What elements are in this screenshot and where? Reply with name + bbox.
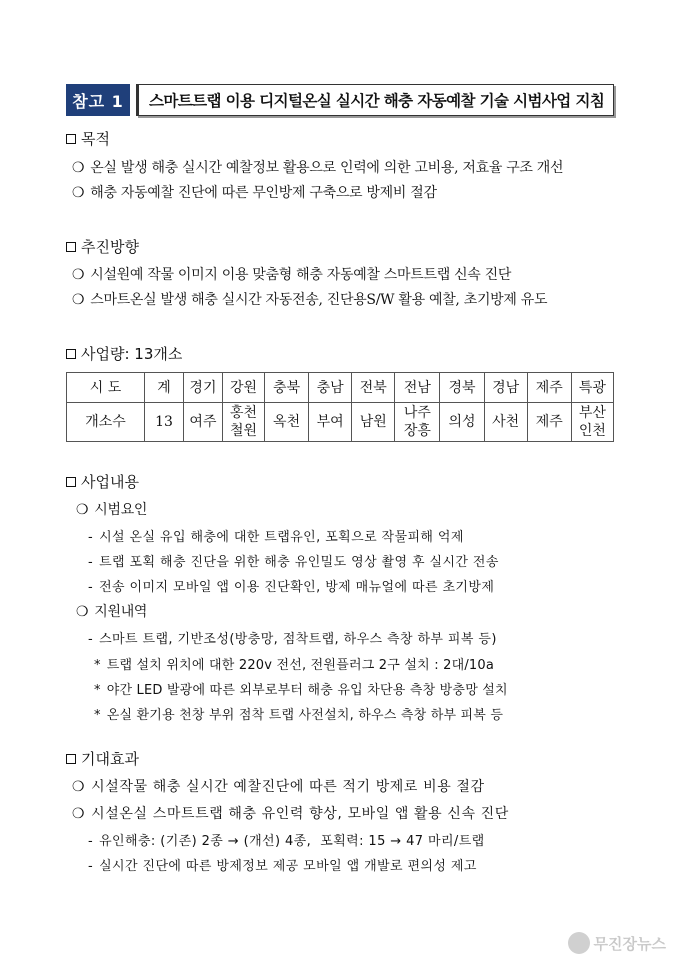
circle-bullet-icon: ❍	[72, 267, 85, 283]
content-detail-item: - 전송 이미지 모바일 앱 이용 진단확인, 방제 매뉴얼에 따른 초기방제	[88, 580, 495, 595]
table-header-cell: 경북	[440, 373, 484, 403]
circle-bullet-icon: ❍	[72, 292, 85, 308]
effect-detail-item: - 유인해충: (기존) 2종 → (개선) 4종, 포획력: 15 → 47 마리/트랩	[88, 834, 485, 849]
table-header-cell: 충북	[265, 373, 309, 403]
circle-bullet-icon: ❍	[72, 779, 86, 795]
table-header-cell: 전북	[352, 373, 395, 403]
dash-bullet: -	[88, 555, 94, 570]
direction-item: ❍ 시설원예 작물 이미지 이용 맞춤형 해충 자동예찰 스마트트랩 신속 진단	[72, 267, 512, 283]
table-header-cell: 시 도	[67, 373, 145, 403]
circle-bullet-icon: ❍	[72, 185, 85, 201]
table-cell: 나주 장흥	[395, 403, 440, 442]
circle-bullet-icon: ❍	[72, 806, 86, 822]
reference-label: 참고 1	[66, 84, 130, 116]
table-header-cell: 제주	[527, 373, 571, 403]
table-cell: 제주	[527, 403, 571, 442]
content-note-item: * 온실 환기용 천창 부위 점착 트랩 사전설치, 하우스 측창 하부 피복 등	[94, 708, 504, 723]
table-header-cell: 경기	[183, 373, 222, 403]
asterisk-bullet: *	[94, 658, 101, 673]
content-detail-item: - 시설 온실 유입 해충에 대한 트랩유인, 포획으로 작물피해 억제	[88, 530, 464, 545]
news-logo-icon	[568, 932, 590, 954]
table-header-cell: 강원	[222, 373, 264, 403]
page-title: 스마트트랩 이용 디지털온실 실시간 해충 자동예찰 기술 시범사업 지침	[136, 84, 614, 116]
section-content-heading: 사업내용	[66, 471, 139, 492]
circle-bullet-icon: ❍	[76, 604, 89, 620]
content-detail-item: - 트랩 포획 해충 진단을 위한 해충 유인밀도 영상 촬영 후 실시간 전송	[88, 555, 499, 570]
checkbox-square-icon	[66, 242, 76, 252]
purpose-item: ❍ 해충 자동예찰 진단에 따른 무인방제 구축으로 방제비 절감	[72, 185, 437, 201]
effect-item: ❍ 시설작물 해충 실시간 예찰진단에 따른 적기 방제로 비용 절감	[72, 779, 485, 795]
circle-bullet-icon: ❍	[72, 160, 85, 176]
table-header-cell: 특광	[571, 373, 613, 403]
content-detail-item: - 스마트 트랩, 기반조성(방충망, 점착트랩, 하우스 측창 하부 피복 등)	[88, 632, 497, 647]
content-note-item: * 야간 LED 발광에 따른 외부로부터 해충 유입 차단용 측창 방충망 설치	[94, 683, 508, 698]
dash-bullet: -	[88, 834, 94, 849]
section-direction-heading: 추진방향	[66, 236, 139, 257]
section-amount-heading: 사업량: 13개소	[66, 343, 182, 364]
effect-detail-item: - 실시간 진단에 따른 방제정보 제공 모바일 앱 개발로 편의성 제고	[88, 859, 477, 874]
table-cell: 의성	[440, 403, 484, 442]
content-note-item: * 트랩 설치 위치에 대한 220v 전선, 전원플러그 2구 설치 : 2대/10a	[94, 658, 495, 673]
effect-item: ❍ 시설온실 스마트트랩 해충 유인력 향상, 모바일 앱 활용 신속 진단	[72, 806, 509, 822]
content-subheading: ❍ 지원내역	[76, 604, 148, 620]
checkbox-square-icon	[66, 349, 76, 359]
dash-bullet: -	[88, 859, 94, 874]
checkbox-square-icon	[66, 754, 76, 764]
checkbox-square-icon	[66, 134, 76, 144]
dash-bullet: -	[88, 530, 94, 545]
table-cell: 홍천 철원	[222, 403, 264, 442]
table-cell: 13	[144, 403, 183, 442]
table-cell: 여주	[183, 403, 222, 442]
purpose-item: ❍ 온실 발생 해충 실시간 예찰정보 활용으로 인력에 의한 고비용, 저효율 구조 개선	[72, 160, 564, 176]
section-purpose-heading: 목적	[66, 128, 110, 149]
table-cell: 부산 인천	[571, 403, 613, 442]
site-table	[66, 372, 614, 442]
table-header-cell: 경남	[484, 373, 527, 403]
table-cell: 옥천	[265, 403, 309, 442]
table-header-row	[67, 373, 614, 403]
watermark: 무진장뉴스	[568, 932, 666, 954]
checkbox-square-icon	[66, 477, 76, 487]
dash-bullet: -	[88, 580, 94, 595]
asterisk-bullet: *	[94, 708, 101, 723]
table-cell: 사천	[484, 403, 527, 442]
table-header-cell: 전남	[395, 373, 440, 403]
direction-item: ❍ 스마트온실 발생 해충 실시간 자동전송, 진단용S/W 활용 예찰, 초기방제 유도	[72, 292, 548, 308]
dash-bullet: -	[88, 632, 94, 647]
content-subheading: ❍ 시범요인	[76, 502, 148, 518]
table-cell: 부여	[309, 403, 352, 442]
asterisk-bullet: *	[94, 683, 101, 698]
table-cell: 남원	[352, 403, 395, 442]
table-row	[67, 403, 614, 442]
section-effect-heading: 기대효과	[66, 748, 139, 769]
title-bar	[66, 84, 614, 116]
table-header-cell: 계	[144, 373, 183, 403]
table-header-cell: 충남	[309, 373, 352, 403]
table-row-label: 개소수	[67, 403, 145, 442]
circle-bullet-icon: ❍	[76, 502, 89, 518]
